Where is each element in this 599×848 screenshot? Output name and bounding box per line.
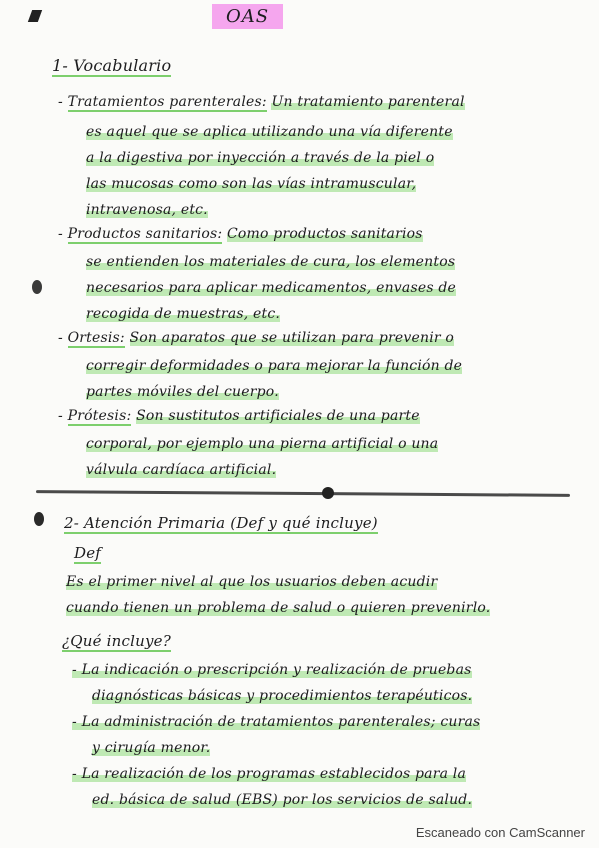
corner-mark [28,10,42,22]
page-title [212,4,283,29]
includes-line: diagnósticas básicas y procedimientos terapéuticos. [92,688,473,704]
vocab-line: corregir deformidades o para mejorar la función de [86,358,463,374]
vocab-line: corporal, por ejemplo una pierna artificial o una [86,436,439,452]
includes-line: - La realización de los programas establecidos para la [72,766,467,782]
vocab-term-1: Tratamientos parenterales: [67,94,267,110]
vocab-term-3: Ortesis: [67,330,125,346]
scanner-watermark: Escaneado con CamScanner [415,825,585,840]
vocab-item-1: - Tratamientos parenterales: Un tratamiento parenteral [58,94,465,110]
section-divider [36,490,570,497]
includes-line: - La indicación o prescripción y realización de pruebas [72,662,472,678]
vocab-line: partes móviles del cuerpo. [86,384,279,400]
def-line: Es el primer nivel al que los usuarios deben acudir [66,574,438,590]
vocab-line: es aquel que se aplica utilizando una vía diferente [86,124,453,140]
punch-hole-mark [34,512,44,526]
vocab-term-4: Prótesis: [67,408,132,424]
includes-label-text: ¿Qué incluye? [62,632,171,650]
includes-label [62,632,171,650]
section2-heading-text: 2- Atención Primaria (Def y qué incluye) [64,514,378,532]
divider-dot [322,487,334,499]
vocab-line: necesarios para aplicar medicamentos, envases de [86,280,456,296]
section1-heading [52,56,171,75]
vocab-line: Son sustitutos artificiales de una parte [136,408,420,424]
section1-heading-text: 1- Vocabulario [52,56,172,75]
vocab-item-3: - Ortesis: Son aparatos que se utilizan para prevenir o [58,330,455,346]
def-label-text: Def [74,544,102,562]
def-line: cuando tienen un problema de salud o quieren prevenirlo. [66,600,491,616]
vocab-line: Un tratamiento parenteral [271,94,465,110]
includes-line: ed. básica de salud (EBS) por los servicios de salud. [92,792,473,808]
def-label [74,544,101,562]
vocab-line: se entienden los materiales de cura, los elementos [86,254,456,270]
vocab-line: intravenosa, etc. [86,202,208,218]
vocab-line: Son aparatos que se utilizan para prevenir o [129,330,455,346]
vocab-line: las mucosas como son las vías intramuscular, [86,176,417,192]
vocab-line: recogida de muestras, etc. [86,306,281,322]
vocab-term-2: Productos sanitarios: [67,226,223,242]
section2-heading [64,514,378,532]
vocab-item-2: - Productos sanitarios: Como productos sanitarios [58,226,423,242]
vocab-line: Como productos sanitarios [227,226,423,242]
includes-line: y cirugía menor. [92,740,211,756]
vocab-item-4: - Prótesis: Son sustitutos artificiales de una parte [58,408,420,424]
includes-line: - La administración de tratamientos parenterales; curas [72,714,481,730]
vocab-line: a la digestiva por inyección a través de la piel o [86,150,435,166]
vocab-line: válvula cardíaca artificial. [86,462,277,478]
punch-hole-mark [32,280,42,294]
page-title-text: OAS [226,6,270,27]
